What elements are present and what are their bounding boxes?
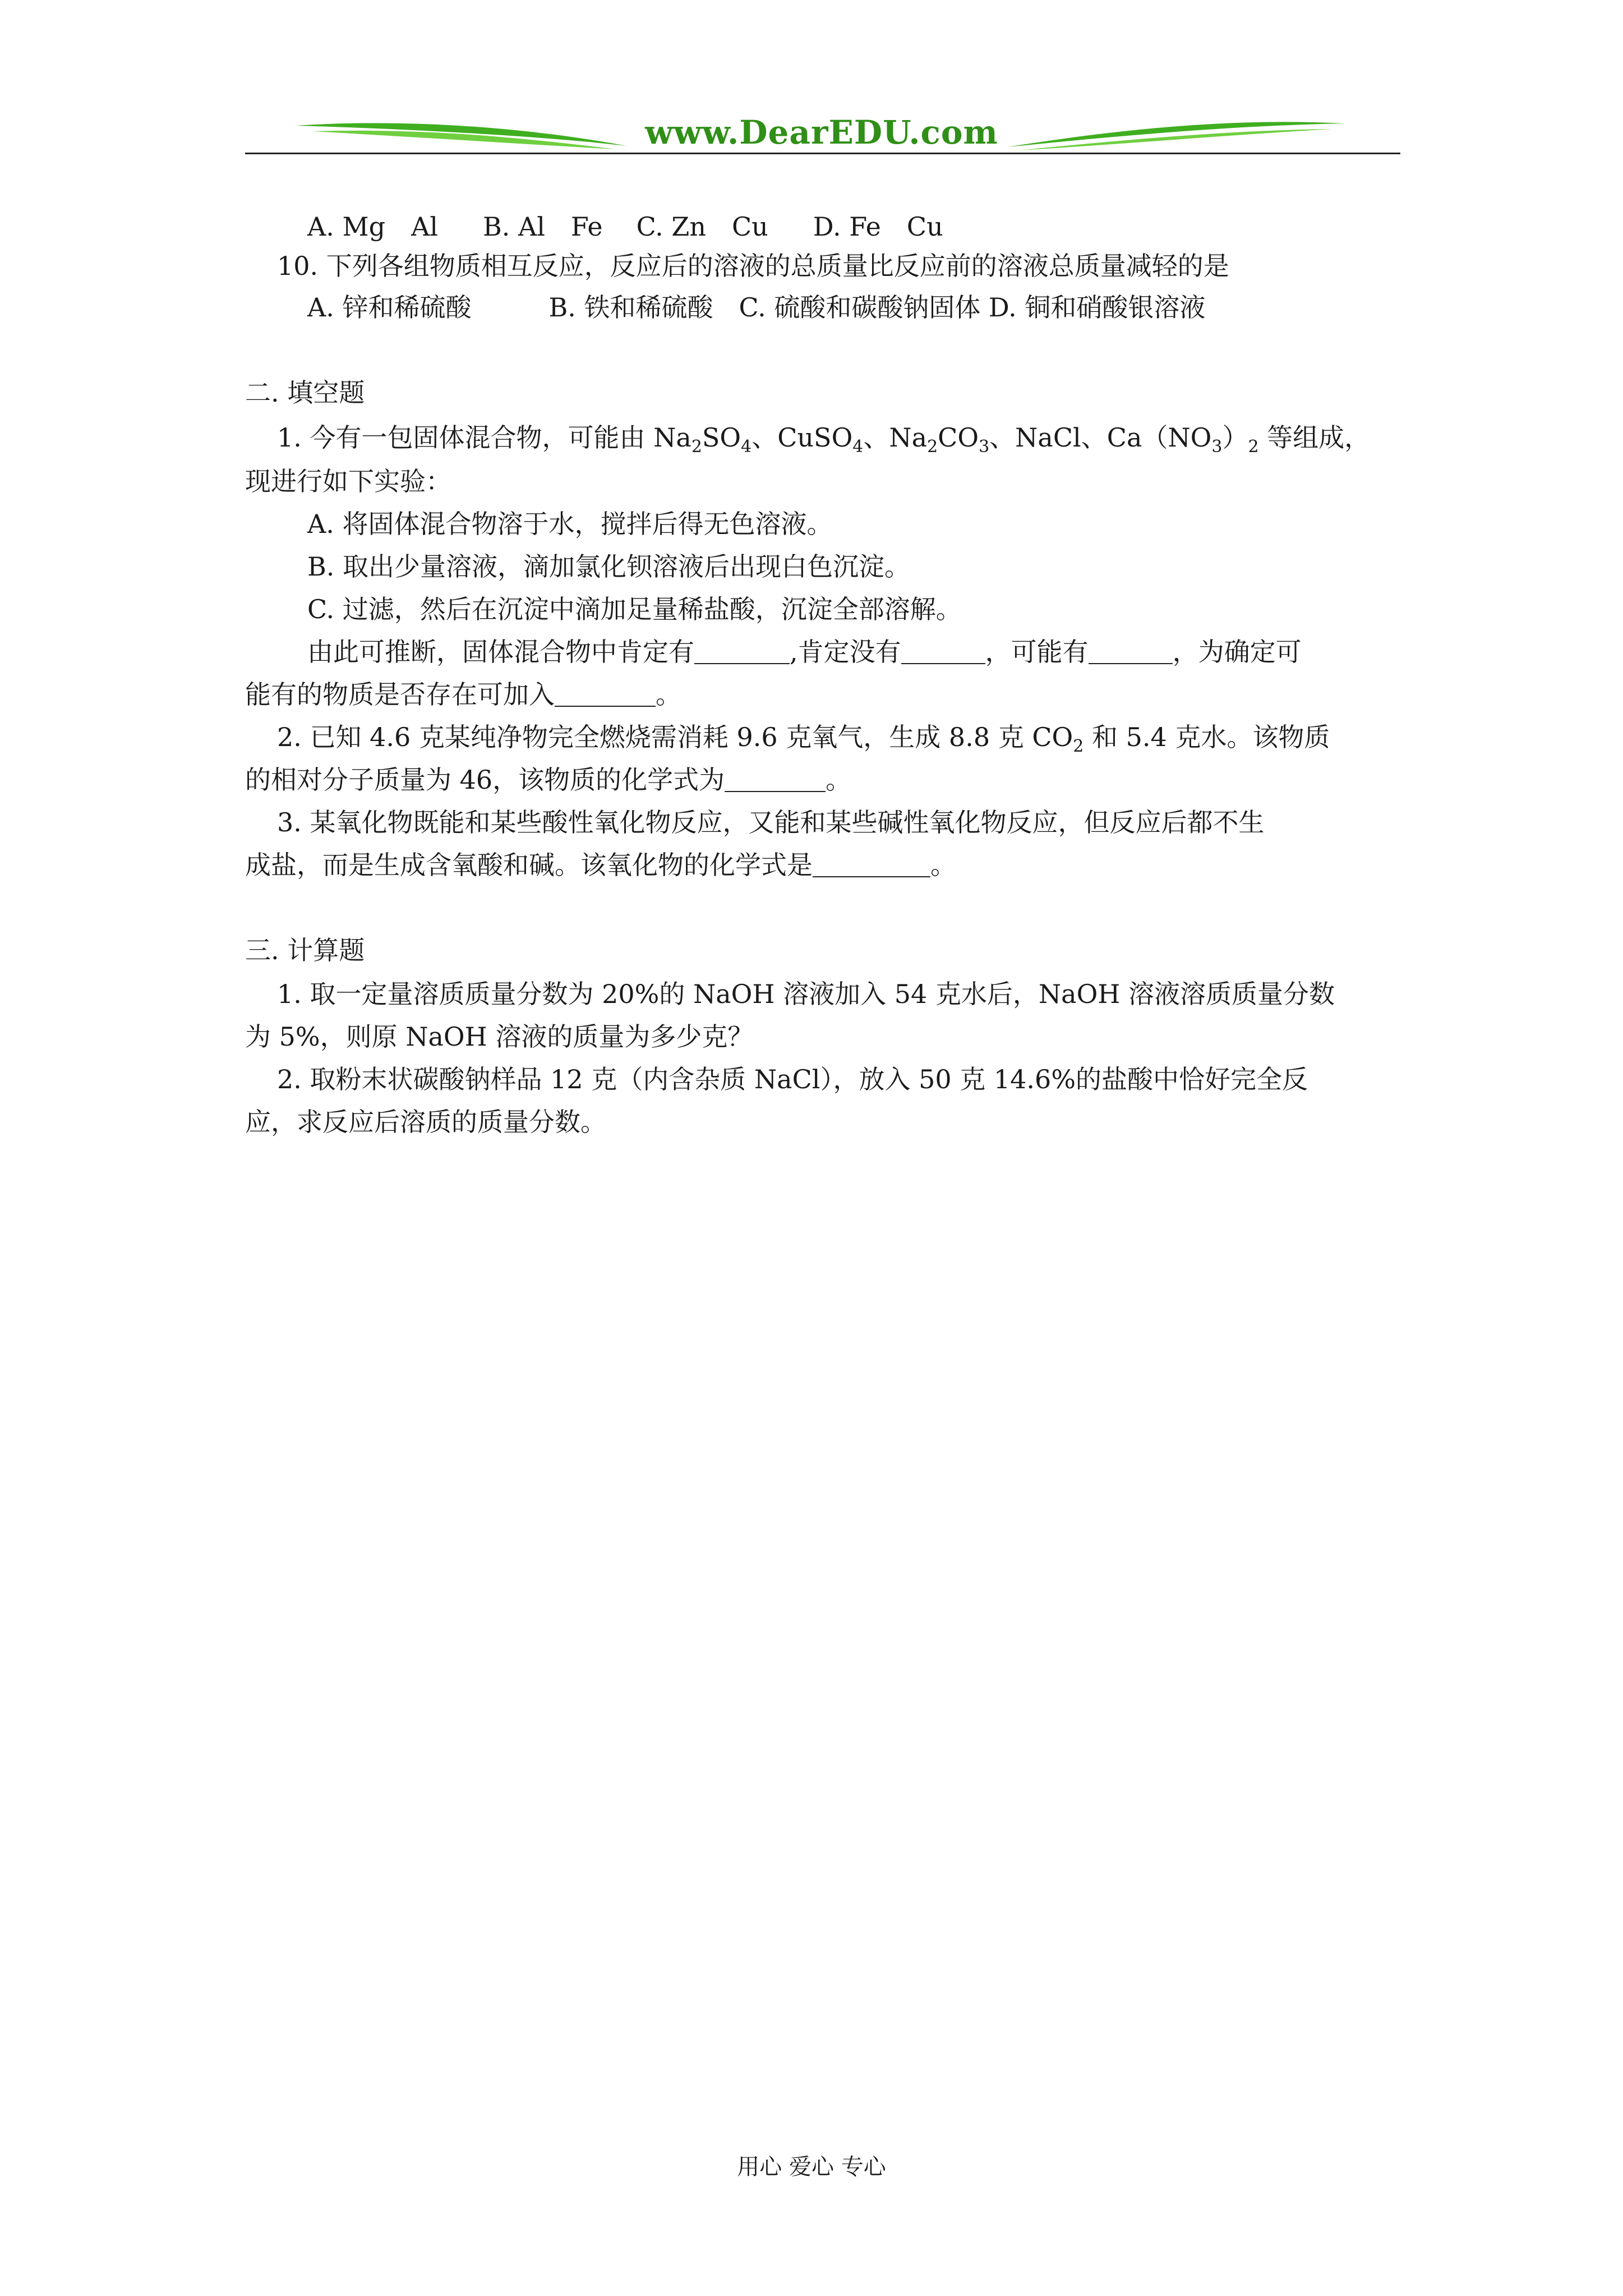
subscript: 2 <box>691 437 702 457</box>
q9-option-b: B. Al Fe <box>482 211 603 242</box>
q9-option-a: A. Mg Al <box>307 211 438 242</box>
answer-blank[interactable] <box>901 641 985 664</box>
text: 。 <box>930 850 956 880</box>
s2-q1-line2: 现进行如下实验： <box>245 466 451 496</box>
text: 。 <box>826 765 852 795</box>
text: SO <box>702 422 741 453</box>
text: 能有的物质是否存在可加入 <box>245 679 555 710</box>
text: ,肯定没有 <box>790 637 901 667</box>
text: 1. 今有一包固体混合物，可能由 Na <box>277 422 691 453</box>
q10-options: A. 锌和稀硫酸 B. 铁和稀硫酸 C. 硫酸和碳酸钠固体 D. 铜和硝酸银溶液 <box>307 292 1206 323</box>
s2-q3-line1: 3. 某氧化物既能和某些酸性氧化物反应，又能和某些碱性氧化物反应，但反应后都不生 <box>277 807 1265 838</box>
q9-option-d: D. Fe Cu <box>813 211 943 242</box>
s2-q3-line2 <box>245 849 956 881</box>
text: ，为确定可 <box>1172 637 1302 667</box>
text: 、CuSO <box>751 422 853 453</box>
text: 、NaCl、Ca（NO <box>989 422 1212 453</box>
subscript: 4 <box>852 437 864 457</box>
q10-stem: 10. 下列各组物质相互反应，反应后的溶液的总质量比反应前的溶液总质量减轻的是 <box>277 251 1229 281</box>
text: 等组成， <box>1258 422 1371 453</box>
answer-blank[interactable] <box>555 683 656 707</box>
subscript: 2 <box>927 437 938 457</box>
s2-q1-inference <box>307 636 1302 668</box>
site-logo-text: www.DearEDU.com <box>645 113 998 151</box>
s3-q2-line2: 应，求反应后溶质的质量分数。 <box>245 1107 606 1137</box>
section-3-title: 三. 计算题 <box>245 935 365 965</box>
s3-q2-line1: 2. 取粉末状碳酸钠样品 12 克（内含杂质 NaCl），放入 50 克 14.6%的盐酸中恰好完全反 <box>277 1064 1308 1094</box>
text: CO <box>938 422 979 453</box>
section-2-title: 二. 填空题 <box>245 378 365 408</box>
text: 2. 已知 4.6 克某纯净物完全燃烧需消耗 9.6 克氧气，生成 8.8 克 CO <box>277 722 1073 752</box>
s2-q1-step-c: C. 过滤，然后在沉淀中滴加足量稀盐酸，沉淀全部溶解。 <box>307 594 962 624</box>
text: 的相对分子质量为 46，该物质的化学式为 <box>245 765 725 795</box>
answer-blank[interactable] <box>725 769 826 792</box>
text: 由此可推断，固体混合物中肯定有 <box>307 637 694 667</box>
answer-blank[interactable] <box>694 641 790 664</box>
s3-q1-line1: 1. 取一定量溶质质量分数为 20%的 NaOH 溶液加入 54 克水后，NaOH 溶液溶质质量分数 <box>277 979 1335 1009</box>
text: ，可能有 <box>985 637 1089 667</box>
subscript: 2 <box>1248 437 1259 457</box>
q9-options-row <box>307 211 943 242</box>
subscript: 4 <box>741 437 752 457</box>
header-divider <box>245 153 1400 154</box>
s2-q1-step-a: A. 将固体混合物溶于水，搅拌后得无色溶液。 <box>307 509 833 539</box>
page-footer: 用心 爱心 专心 <box>737 2154 886 2180</box>
text: ） <box>1222 422 1248 453</box>
text: 、Na <box>863 422 928 453</box>
s2-q2-line1 <box>277 721 1330 756</box>
subscript: 3 <box>979 437 990 457</box>
subscript: 2 <box>1073 737 1084 756</box>
text: 。 <box>656 679 681 710</box>
s2-q2-line2 <box>245 764 851 795</box>
s2-q1-line1 <box>277 422 1371 457</box>
answer-blank[interactable] <box>1089 641 1173 664</box>
s2-q1-inference-line2 <box>245 679 681 710</box>
s2-q1-step-b: B. 取出少量溶液，滴加氯化钡溶液后出现白色沉淀。 <box>307 551 911 582</box>
s3-q1-line2: 为 5%，则原 NaOH 溶液的质量为多少克？ <box>245 1022 754 1052</box>
q9-option-c: C. Zn Cu <box>636 211 768 242</box>
answer-blank[interactable] <box>813 854 930 877</box>
text: 和 5.4 克水。该物质 <box>1083 722 1330 752</box>
subscript: 3 <box>1211 437 1223 457</box>
text: 成盐，而是生成含氧酸和碱。该氧化物的化学式是 <box>245 850 813 880</box>
